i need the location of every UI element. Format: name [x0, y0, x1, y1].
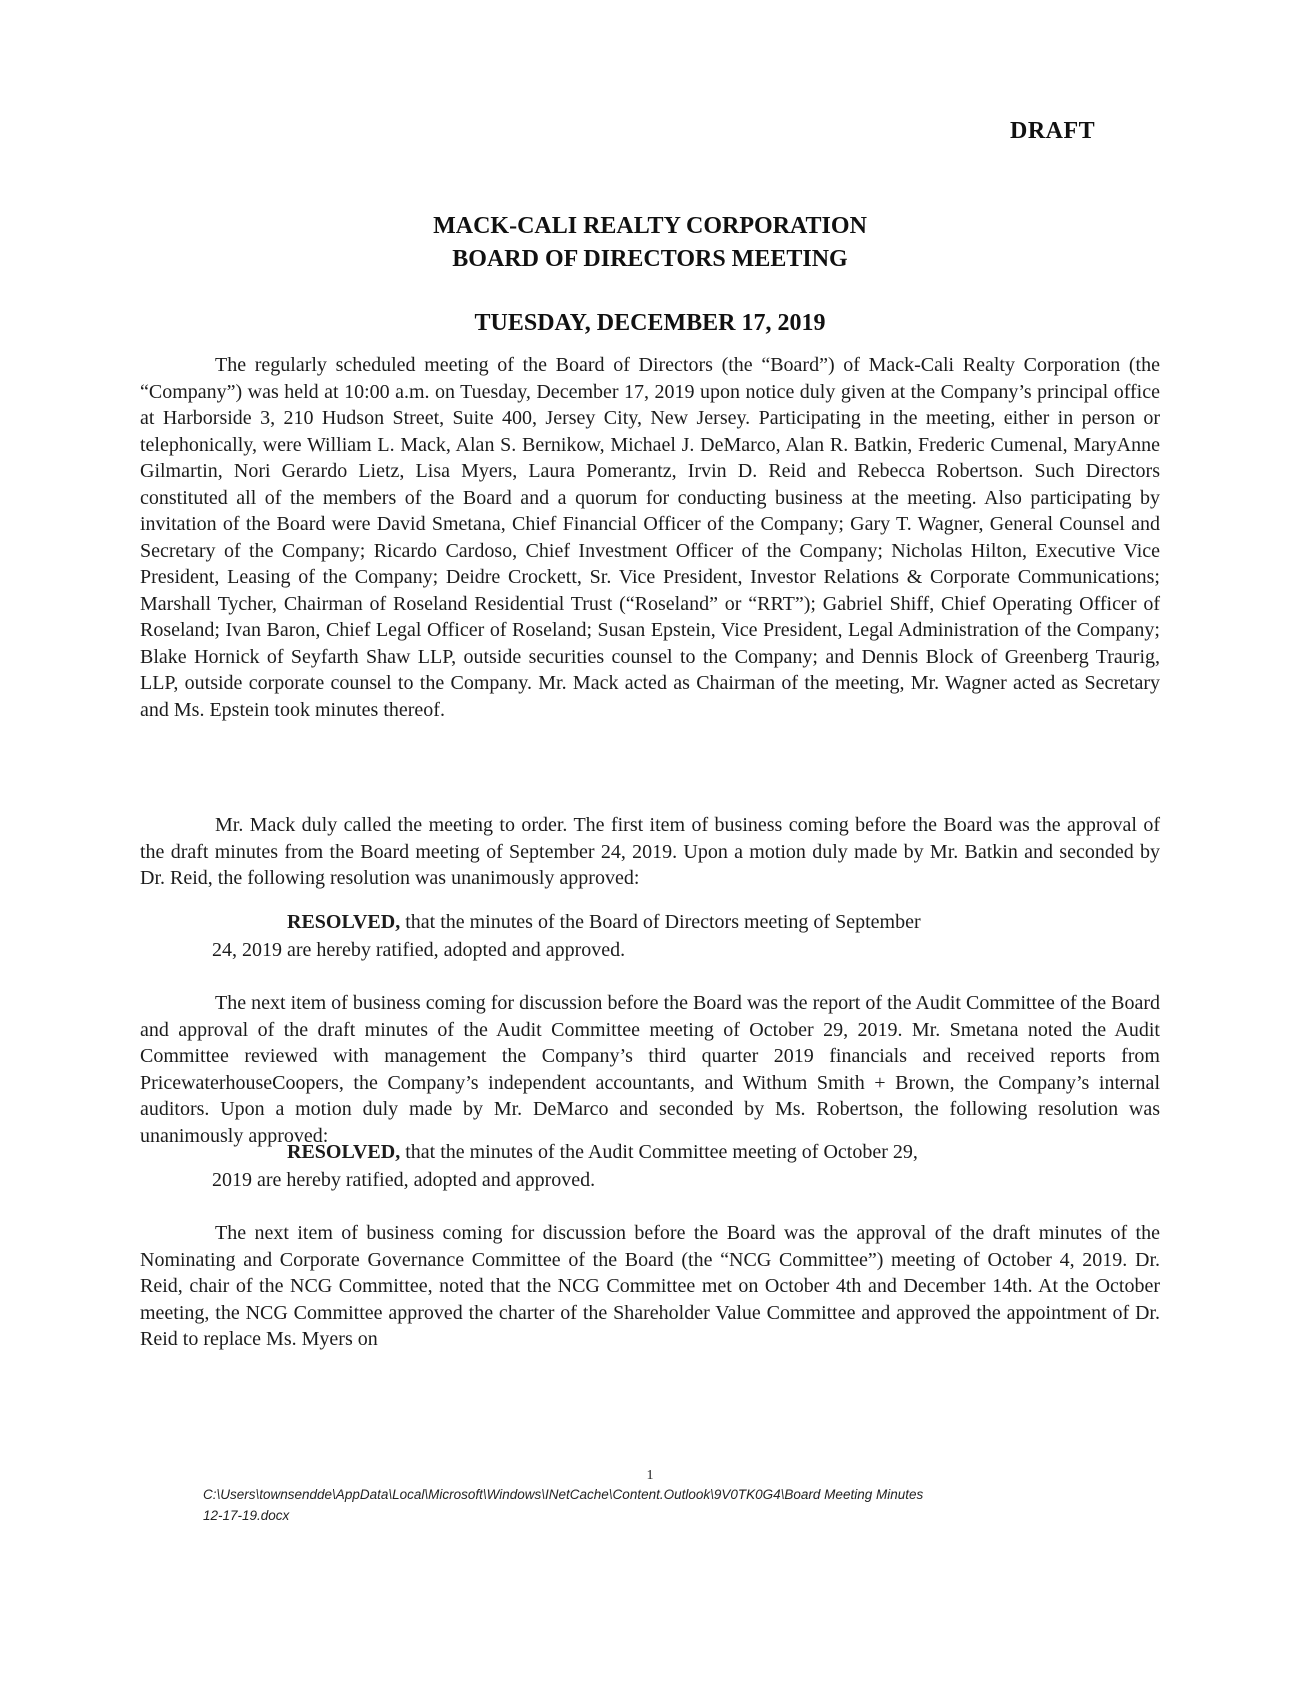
meeting-date-heading: TUESDAY, DECEMBER 17, 2019 — [474, 310, 826, 336]
document-title — [0, 210, 1300, 276]
page-number: 1 — [646, 1468, 654, 1483]
resolved-keyword: RESOLVED, — [287, 911, 401, 933]
company-name: MACK-CALI REALTY CORPORATION — [433, 213, 867, 239]
resolution-text-line2: 24, 2019 are hereby ratified, adopted and approved. — [212, 939, 626, 961]
paragraph-ncg-committee: The next item of business coming for discussion before the Board was the approval of the draft minutes of the Nominating and Corporate Governance Committee of the Board (the “NCG Committee”) meeting of October 4, 2019. Dr. Reid, chair of the NCG Committee, noted that the NCG Committee met on October 4th and December 14th. At the October meeting, the NCG Committee approved the charter of the Shareholder Value Committee and approved the appointment of Dr. Reid to replace Ms. Myers on — [140, 1222, 1160, 1350]
meeting-type: BOARD OF DIRECTORS MEETING — [452, 246, 848, 272]
paragraph-audit-committee: The next item of business coming for discussion before the Board was the report of the Audit Committee of the Board and approval of the draft minutes of the Audit Committee meeting of October 29, 2019. Mr. Smetana noted the Audit Committee reviewed with management the Company’s third quarter 2019 financials and received reports from PricewaterhouseCoopers, the Company’s independent accountants, and Withum Smith + Brown, the Company’s internal auditors. Upon a motion duly made by Mr. DeMarco and seconded by Ms. Robertson, the following resolution was unanimously approved: — [140, 992, 1160, 1147]
paragraph-call-to-order: Mr. Mack duly called the meeting to order. The first item of business coming before the Board was the approval of the draft minutes from the Board meeting of September 24, 2019. Upon a motion duly made by Mr. Batkin and seconded by Dr. Reid, the following resolution was unanimously approved: — [140, 814, 1160, 889]
file-path-line2: 12-17-19.docx — [203, 1508, 290, 1523]
resolution-text-line1: that the minutes of the Audit Committee meeting of October 29, — [400, 1141, 918, 1163]
resolution-text-line1: that the minutes of the Board of Directors meeting of September — [400, 911, 921, 933]
paragraph-attendance: The regularly scheduled meeting of the Board of Directors (the “Board”) of Mack-Cali Realty Corporation (the “Company”) was held at 10:00 a.m. on Tuesday, December 17, 2019 upon notice duly given at the Company’s principal office at Harborside 3, 210 Hudson Street, Suite 400, Jersey City, New Jersey. Participating in the meeting, either in person or telephonically, were William L. Mack, Alan S. Bernikow, Michael J. DeMarco, Alan R. Batkin, Frederic Cumenal, MaryAnne Gilmartin, Nori Gerardo Lietz, Lisa Myers, Laura Pomerantz, Irvin D. Reid and Rebecca Robertson. Such Directors constituted all of the members of the Board and a quorum for conducting business at the meeting. Also participating by invitation of the Board were David Smetana, Chief Financial Officer of the Company; Gary T. Wagner, General Counsel and Secretary of the Company; Ricardo Cardoso, Chief Investment Officer of the Company; Nicholas Hilton, Executive Vice President, Leasing of the Company; Deidre Crockett, Sr. Vice President, Investor Relations & Corporate Communications; Marshall Tycher, Chairman of Roseland Residential Trust (“Roseland” or “RRT”); Gabriel Shiff, Chief Operating Officer of Roseland; Ivan Baron, Chief Legal Officer of Roseland; Susan Epstein, Vice President, Legal Administration of the Company; Blake Hornick of Seyfarth Shaw LLP, outside securities counsel to the Company; and Dennis Block of Greenberg Traurig, LLP, outside corporate counsel to the Company. Mr. Mack acted as Chairman of the meeting, Mr. Wagner acted as Secretary and Ms. Epstein took minutes thereof. — [140, 354, 1160, 721]
resolution-text-line2: 2019 are hereby ratified, adopted and approved. — [212, 1169, 596, 1191]
footer-file-path — [203, 1484, 1103, 1526]
file-path-line1: C:\Users\townsendde\AppData\Local\Microsoft\Windows\INetCache\Content.Outlook\9V0TK0G4\Board Meeting Minutes — [203, 1487, 924, 1502]
resolution-audit-minutes — [212, 1138, 1092, 1194]
resolved-keyword: RESOLVED, — [287, 1141, 401, 1163]
draft-label: DRAFT — [1010, 118, 1096, 144]
resolution-board-minutes — [212, 908, 1092, 964]
